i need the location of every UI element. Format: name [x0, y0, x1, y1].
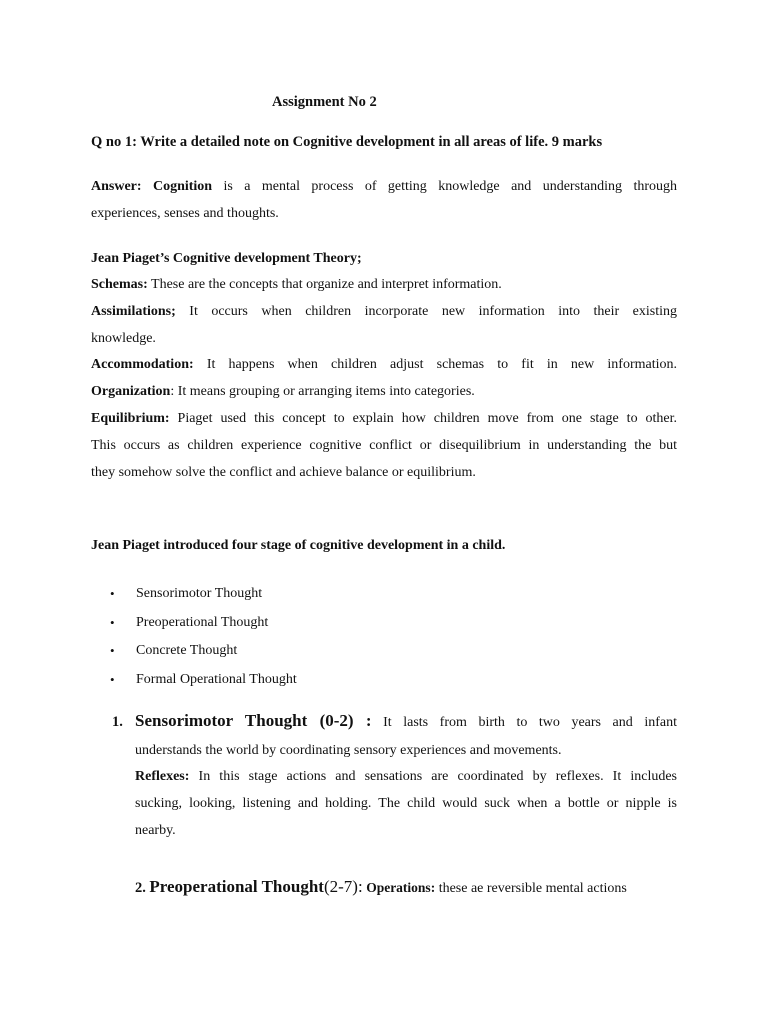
section-1-title: Sensorimotor Thought (0-2) :	[135, 711, 372, 730]
operations-term: Operations:	[366, 880, 436, 895]
section-2-title: Preoperational Thought	[149, 877, 324, 896]
bullet-icon: •	[110, 614, 115, 630]
organization-text: : It means grouping or arranging items into categories.	[170, 384, 475, 399]
assimilations-line-2: knowledge.	[91, 331, 156, 346]
section-1-line-2: understands the world by coordinating sensory experiences and movements.	[135, 743, 562, 758]
stage-label: Sensorimotor Thought	[136, 586, 263, 602]
schemas-term: Schemas:	[91, 277, 148, 292]
reflexes-text: In this stage actions and sensations are coordinated by reflexes. It includes	[198, 769, 677, 784]
reflexes-term: Reflexes:	[135, 769, 190, 784]
organization-term: Organization	[91, 384, 171, 399]
section-2-number: 2.	[135, 880, 146, 896]
section-2-range: (2-7):	[323, 877, 363, 896]
assimilations-text: It occurs when children incorporate new information into their existing	[189, 304, 677, 319]
equilibrium-line-3: they somehow solve the conflict and achieve balance or equilibrium.	[91, 465, 476, 480]
stages-heading: Jean Piaget introduced four stage of cognitive development in a child.	[91, 538, 506, 553]
accommodation-term: Accommodation:	[91, 357, 194, 372]
list-item	[110, 637, 297, 666]
schemas-text: These are the concepts that organize and interpret information.	[151, 277, 502, 292]
section-2-line	[135, 877, 627, 897]
question-heading: Q no 1: Write a detailed note on Cognitive development in all areas of life. 9 marks	[91, 134, 603, 150]
reflexes-line-1	[135, 768, 677, 786]
bullet-icon: •	[110, 586, 115, 602]
cognition-term: Cognition	[152, 179, 213, 194]
stage-label: Preoperational Thought	[136, 614, 269, 630]
assimilations-term: Assimilations;	[91, 304, 176, 319]
stage-label: Concrete Thought	[136, 643, 238, 659]
answer-label: Answer:	[91, 179, 142, 194]
section-1-number: 1.	[112, 714, 123, 730]
answer-text: is a mental process of getting knowledge and understanding through	[223, 179, 677, 194]
assimilations-line-1	[91, 303, 677, 321]
reflexes-line-3: nearby.	[135, 823, 176, 838]
list-item	[110, 580, 297, 609]
operations-text: these ae reversible mental actions	[438, 881, 627, 896]
accommodation-text: It happens when children adjust schemas to fit in new information.	[206, 357, 677, 372]
answer-line-2: experiences, senses and thoughts.	[91, 206, 279, 221]
section-1-text: It lasts from birth to two years and infant	[383, 715, 677, 730]
equilibrium-line-2: This occurs as children experience cognitive conflict or disequilibrium in understanding the but	[91, 438, 677, 453]
equilibrium-term: Equilibrium:	[91, 411, 170, 426]
assignment-title: Assignment No 2	[272, 94, 377, 110]
schemas-line	[91, 276, 502, 294]
list-item	[110, 666, 297, 695]
answer-line-1	[91, 178, 677, 196]
list-item	[110, 609, 297, 638]
stage-label: Formal Operational Thought	[136, 671, 297, 687]
equilibrium-line-1	[91, 410, 677, 428]
bullet-icon: •	[110, 671, 115, 687]
reflexes-line-2: sucking, looking, listening and holding. The child would suck when a bottle or nipple is	[135, 796, 677, 811]
theory-heading: Jean Piaget’s Cognitive development Theory;	[91, 251, 362, 266]
bullet-icon: •	[110, 643, 115, 659]
accommodation-line	[91, 356, 677, 374]
equilibrium-text: Piaget used this concept to explain how children move from one stage to other.	[177, 411, 678, 426]
stages-list	[110, 580, 297, 694]
organization-line	[91, 383, 475, 401]
section-1-line-1	[135, 712, 677, 732]
